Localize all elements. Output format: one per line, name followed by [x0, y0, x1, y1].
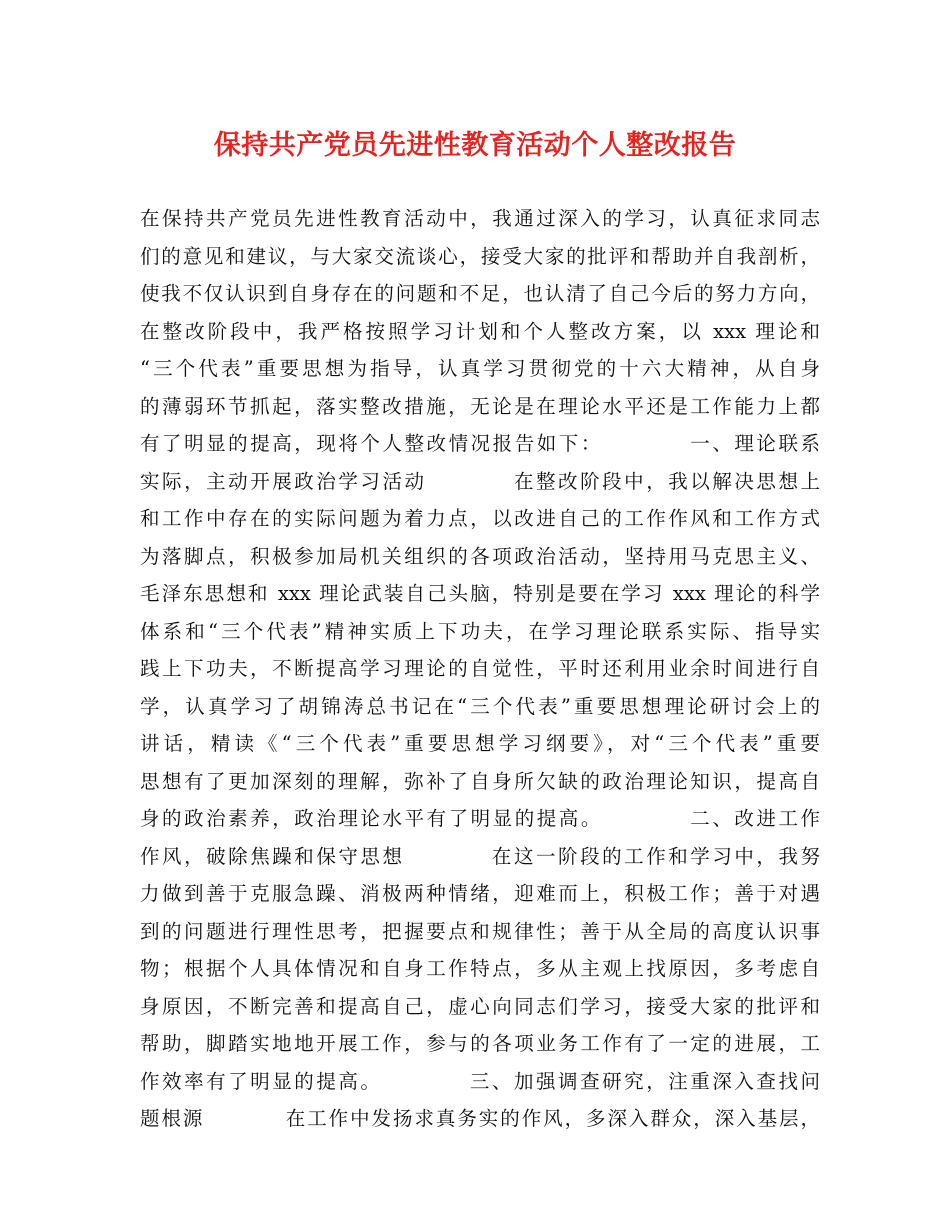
body-line: 作效率有了明显的提高。 三、加强调查研究，注重深入查找问	[140, 1069, 820, 1093]
body-line: 体系和“三个代表”精神实质上下功夫，在学习理论联系实际、指导实	[140, 619, 820, 643]
body-line: 为落脚点，积极参加局机关组织的各项政治活动，坚持用马克思主义、	[140, 544, 820, 568]
body-line: 和工作中存在的实际问题为着力点，以改进自己的工作作风和工作方式	[140, 507, 820, 530]
body-line: 使我不仅认识到自身存在的问题和不足，也认清了自己今后的努力方向，	[140, 282, 820, 305]
body-line: 作风，破除焦躁和保守思想 在这一阶段的工作和学习中，我努	[140, 844, 820, 868]
body-line: 们的意见和建议，与大家交流谈心，接受大家的批评和帮助并自我剖析，	[140, 244, 820, 268]
body-line: 讲话，精读《“三个代表”重要思想学习纲要》，对“三个代表”重要	[140, 732, 820, 755]
body-line: 身的政治素养，政治理论水平有了明显的提高。 二、改进工作	[140, 807, 820, 830]
body-line: 力做到善于克服急躁、消极两种情绪，迎难而上，积极工作；善于对遇	[140, 882, 820, 905]
body-line: 有了明显的提高，现将个人整改情况报告如下： 一、理论联系	[140, 432, 820, 455]
body-line: 帮助，脚踏实地地开展工作，参与的各项业务工作有了一定的进展，工	[140, 1032, 820, 1055]
body-line: 身原因，不断完善和提高自己，虚心向同志们学习，接受大家的批评和	[140, 994, 820, 1018]
body-line: 的薄弱环节抓起，落实整改措施，无论是在理论水平还是工作能力上都	[140, 394, 820, 418]
body-line: 在保持共产党员先进性教育活动中，我通过深入的学习，认真征求同志	[140, 207, 820, 230]
document-body	[140, 200, 820, 1138]
body-line: 题根源 在工作中发扬求真务实的作风，多深入群众，深入基层，	[140, 1107, 820, 1130]
body-line: 践上下功夫，不断提高学习理论的自觉性，平时还利用业余时间进行自	[140, 657, 820, 680]
body-line: 学，认真学习了胡锦涛总书记在“三个代表”重要思想理论研讨会上的	[140, 694, 820, 718]
body-line: 毛泽东思想和 xxx 理论武装自己头脑，特别是要在学习 xxx 理论的科学	[140, 582, 820, 605]
body-line: 实际，主动开展政治学习活动 在整改阶段中，我以解决思想上	[140, 469, 820, 493]
document-title: 保持共产党员先进性教育活动个人整改报告	[213, 130, 737, 161]
body-line: “三个代表”重要思想为指导，认真学习贯彻党的十六大精神，从自身	[140, 357, 820, 380]
body-line: 思想有了更加深刻的理解，弥补了自身所欠缺的政治理论知识，提高自	[140, 769, 820, 793]
body-line: 到的问题进行理性思考，把握要点和规律性；善于从全局的高度认识事	[140, 919, 820, 943]
body-line: 在整改阶段中，我严格按照学习计划和个人整改方案，以 xxx 理论和	[140, 319, 820, 343]
body-line: 物；根据个人具体情况和自身工作特点，多从主观上找原因，多考虑自	[140, 957, 820, 980]
